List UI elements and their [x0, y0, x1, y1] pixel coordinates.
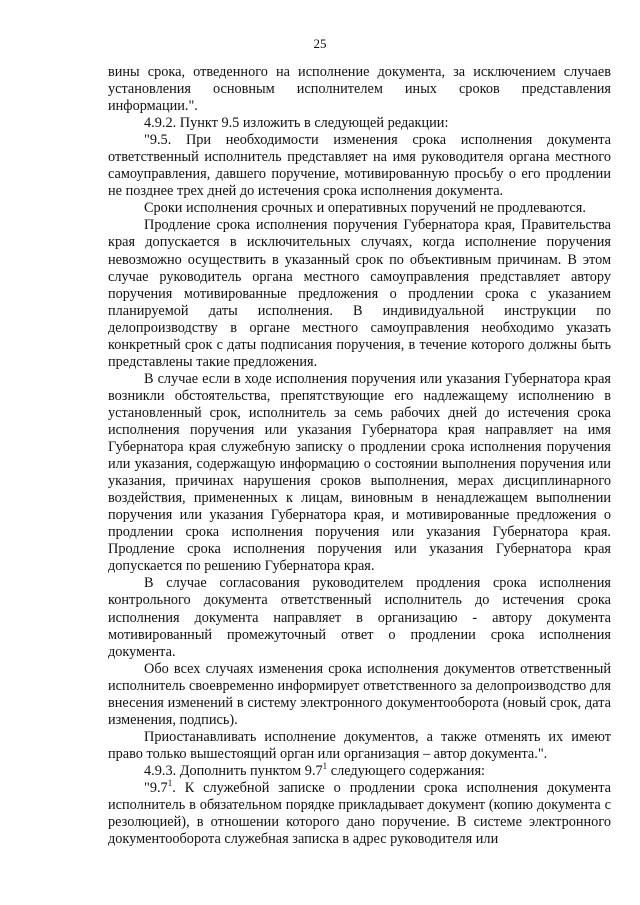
- paragraph: Сроки исполнения срочных и оперативных поручений не продлеваются.: [144, 200, 586, 217]
- paragraph: Продление срока исполнения поручения Губернатора края, Правительства края допускается в исключительных случаях, когда исполнение поручения невозможно осуществить в указанный срок по объективным причинам. В этом случае руководитель органа местного самоуправления представляет автору поручения мотивированные предложения о продлении срока с указанием планируемой даты исполнения. В индивидуальной инструкции по делопроизводству в органе местного самоуправления необходимо указать конкретный срок с даты подписания поручения, в течение которого должны быть представлены такие предложения.: [108, 217, 611, 370]
- paragraph: 4.9.2. Пункт 9.5 изложить в следующей редакции:: [144, 115, 449, 132]
- superscript: 1: [322, 761, 328, 772]
- paragraph: "9.5. При необходимости изменения срока исполнения документа ответственный исполнитель представляет на имя руководителя органа местного самоуправления, давшего поручение, мотивированную просьбу о его продлении не позднее трех дней до истечения срока исполнения документа.: [108, 132, 611, 200]
- superscript: 1: [167, 778, 173, 789]
- text-span: "9.7: [144, 779, 168, 796]
- paragraph: Обо всех случаях изменения срока исполнения документов ответственный исполнитель своевременно информирует ответственного за делопроизводство для внесения изменений в систему электронного документооборота (новый срок, дата изменения, подпись).: [108, 660, 611, 728]
- paragraph-with-superscript: [108, 763, 611, 780]
- paragraph: В случае согласования руководителем продления срока исполнения контрольного документа ответственный исполнитель до истечения срока исполнения документа направляет в организацию - автору документа мотивированный промежуточный ответ о продлении срока исполнения документа.: [108, 575, 611, 660]
- text-span: 4.9.3. Дополнить пунктом 9.7: [144, 762, 323, 779]
- text-span: . К служебной записке о продлении срока исполнения документа исполнитель в обязательном порядке прикладывает документ (копию документа с резолюцией), в отношении которого дано поручение. В системе электронного документооборота служебная записка в адрес руководителя или: [108, 779, 611, 848]
- document-body: [108, 64, 611, 848]
- text-span: следующего содержания:: [327, 762, 485, 779]
- page-number: 25: [313, 36, 327, 51]
- paragraph: Приостанавливать исполнение документов, а также отменять их имеют право только вышестоящий орган или организация – автор документа.".: [108, 728, 611, 762]
- paragraph-with-superscript: [108, 780, 611, 848]
- paragraph: вины срока, отведенного на исполнение документа, за исключением случаев установления основным исполнителем иных сроков представления информации.".: [108, 64, 611, 115]
- paragraph: В случае если в ходе исполнения поручения или указания Губернатора края возникли обстоятельства, препятствующие его надлежащему исполнению в установленный срок, исполнитель за семь рабочих дней до истечения срока исполнения поручения или указания Губернатора края направляет на имя Губернатора края служебную записку о продлении срока исполнения поручения или указания, содержащую информацию о состоянии выполнения поручения или указания, причинах нарушения сроков выполнения, мерах дисциплинарного воздействия, примененных к лицам, виновным в ненадлежащем выполнении поручения или указания Губернатора края, и мотивированные предложения о продлении срока исполнения поручения или указания Губернатора края. Продление срока исполнения поручения или указания Губернатора края допускается по решению Губернатора края.: [108, 370, 611, 575]
